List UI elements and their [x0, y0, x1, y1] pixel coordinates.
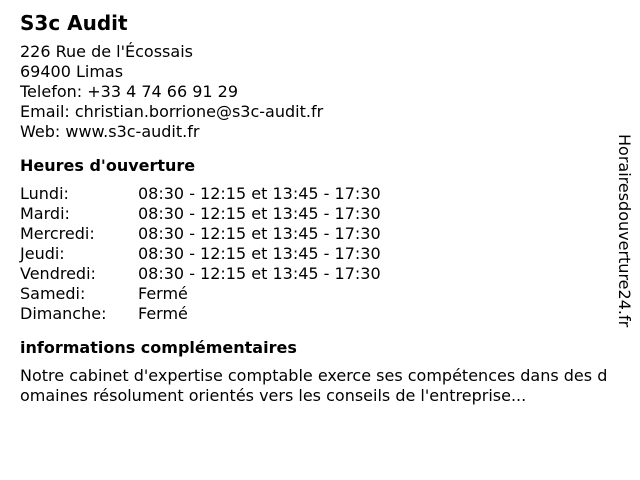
hours-day: Vendredi: — [20, 264, 96, 283]
hours-heading: Heures d'ouverture — [20, 156, 196, 175]
company-card — [20, 10, 620, 406]
hours-row-friday — [20, 264, 620, 284]
email-line: Email: christian.borrione@s3c-audit.fr — [20, 102, 324, 121]
site-watermark: Horairesdouverture24.fr — [615, 134, 634, 328]
hours-time: 08:30 - 12:15 et 13:45 - 17:30 — [138, 184, 381, 203]
hours-row-saturday — [20, 284, 620, 304]
hours-time: 08:30 - 12:15 et 13:45 - 17:30 — [138, 204, 381, 223]
hours-time: 08:30 - 12:15 et 13:45 - 17:30 — [138, 244, 381, 263]
hours-time: 08:30 - 12:15 et 13:45 - 17:30 — [138, 224, 381, 243]
hours-time: Fermé — [138, 304, 188, 323]
phone-line: Telefon: +33 4 74 66 91 29 — [20, 82, 239, 101]
hours-row-thursday — [20, 244, 620, 264]
hours-day: Lundi: — [20, 184, 69, 203]
hours-day: Dimanche: — [20, 304, 107, 323]
hours-time: 08:30 - 12:15 et 13:45 - 17:30 — [138, 264, 381, 283]
hours-day: Mercredi: — [20, 224, 95, 243]
hours-day: Samedi: — [20, 284, 86, 303]
info-text: Notre cabinet d'expertise comptable exerce ses compétences dans des domaines résolument orientés vers les conseils de l'entreprise... — [20, 366, 608, 405]
hours-row-wednesday — [20, 224, 620, 244]
hours-day: Mardi: — [20, 204, 70, 223]
address-line-1: 226 Rue de l'Écossais — [20, 42, 193, 61]
hours-time: Fermé — [138, 284, 188, 303]
info-heading: informations complémentaires — [20, 338, 297, 357]
company-name: S3c Audit — [20, 11, 128, 35]
address-line-2: 69400 Limas — [20, 62, 124, 81]
hours-row-tuesday — [20, 204, 620, 224]
hours-row-monday — [20, 184, 620, 204]
web-line: Web: www.s3c-audit.fr — [20, 122, 200, 141]
hours-day: Jeudi: — [20, 244, 65, 263]
hours-row-sunday — [20, 304, 620, 324]
